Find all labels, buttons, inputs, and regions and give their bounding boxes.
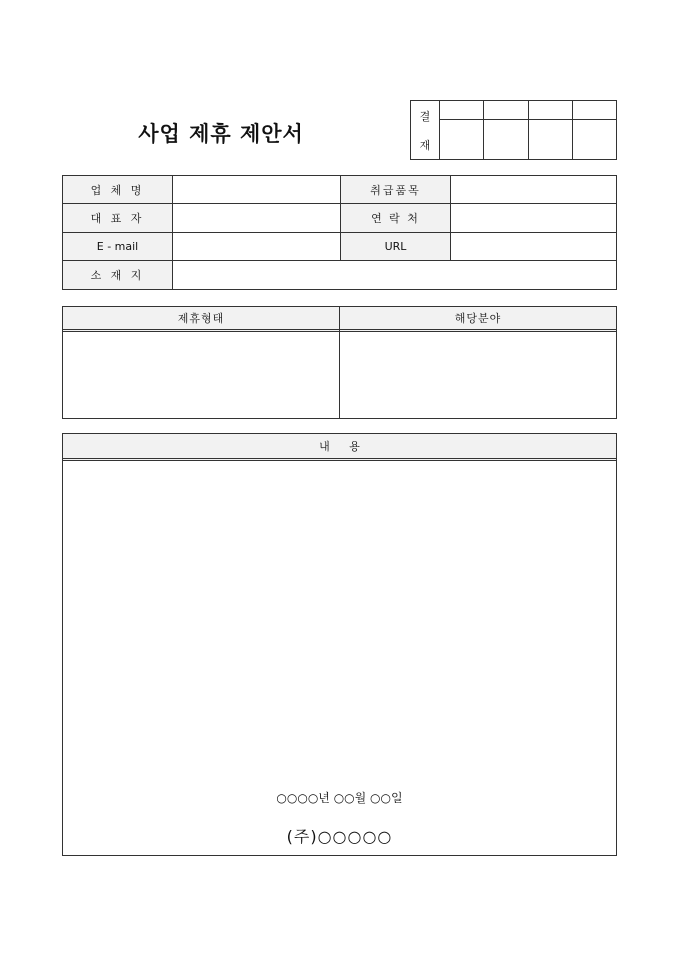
contact-field[interactable] [451, 204, 616, 231]
info-row-company [63, 176, 616, 204]
info-row-ceo [63, 204, 616, 232]
info-row-address [63, 261, 616, 289]
approval-slot-4[interactable] [573, 101, 616, 159]
company-name-label: 업 체 명 [63, 176, 173, 203]
items-field[interactable] [451, 176, 616, 203]
approval-slot-1[interactable] [440, 101, 484, 159]
approval-label-column [411, 101, 440, 159]
approval-label-top: 결 [419, 109, 431, 123]
email-field[interactable] [173, 233, 341, 260]
contact-label: 연 락 처 [341, 204, 451, 231]
email-label: E - mail [63, 233, 173, 260]
company-name-field[interactable] [173, 176, 341, 203]
url-label: URL [341, 233, 451, 260]
company-info-table [62, 175, 617, 290]
ceo-field[interactable] [173, 204, 341, 231]
partnership-table [62, 306, 617, 419]
date-line: ○○○○년 ○○월 ○○일 [276, 791, 403, 805]
approval-slot-3[interactable] [529, 101, 573, 159]
ceo-label: 대 표 자 [63, 204, 173, 231]
url-field[interactable] [451, 233, 616, 260]
page-title: 사업 제휴 제안서 [138, 122, 304, 146]
address-field[interactable] [173, 261, 616, 289]
company-signature: (주)○○○○○ [286, 827, 393, 846]
approval-label-bottom: 재 [419, 138, 431, 152]
info-row-email [63, 233, 616, 261]
partnership-type-header: 제휴형태 [63, 307, 339, 332]
field-field[interactable] [340, 332, 616, 418]
field-header: 해당분야 [340, 307, 616, 332]
approval-slot-2[interactable] [484, 101, 528, 159]
partnership-type-field[interactable] [63, 332, 339, 418]
items-label: 취급품목 [341, 176, 451, 203]
address-label: 소 재 지 [63, 261, 173, 289]
content-header: 내 용 [63, 434, 616, 461]
content-section [62, 433, 617, 856]
approval-box [410, 100, 617, 160]
